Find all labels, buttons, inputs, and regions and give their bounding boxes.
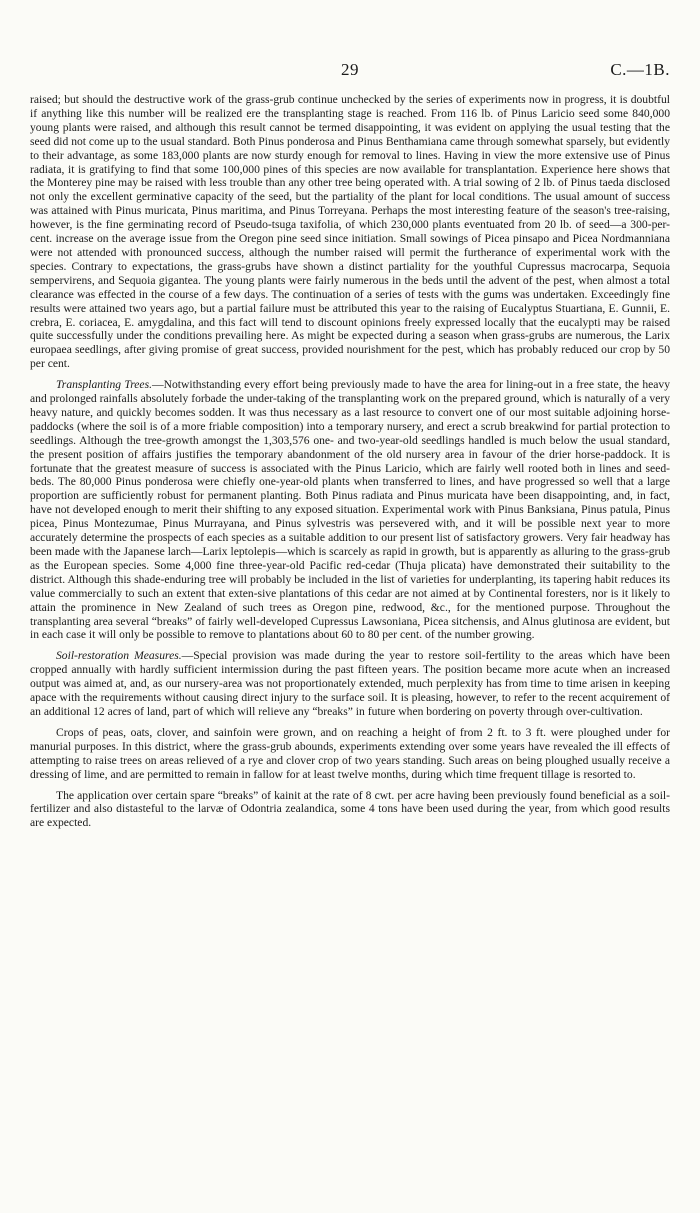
section-heading: Soil-restoration Measures. [56,649,182,663]
paragraph-text: —Notwithstanding every effort being previously made to have the area for lining-out in a free state, the heavy and prolonged rainfalls absolutely forbade the under-taking of the transplanting work on the prepared ground, which is naturally of a very heavy nature, and quickly becomes sodden. It was thus necessary as a last resource to convert one of our most suitable adjoining horse-paddocks (where the soil is of a more friable composition) into a temporary nursery, and erect a scrub breakwind for partial protection to seedlings. Although the tree-growth amongst the 1,303,576 one- and two-year-old seedlings handled is much below the usual standard, the present position of affairs justifies the temporary abandonment of the old nursery area in favour of the drier horse-paddock. It is fortunate that the greatest measure of success is associated with the Pinus Laricio, which are fairly well rooted both in lines and seed-beds. The 80,000 Pinus ponderosa were chiefly one-year-old plants when transferred to lines, and have progressed so well that a large proportion are sufficiently robust for permanent planting. Both Pinus radiata and Pinus muricata have been disappointing, and, in fact, have not developed enough to merit their shifting to any exposed situation. Experimental work with Pinus Banksiana, Pinus patula, Pinus picea, Pinus Montezumae, Pinus Murrayana, and Pinus sylvestris was persevered with, and it will be possible next year to more accurately determine the prospects of each species as a suitable addition to our present list of satisfactory growers. Very fair headway has been made with the Japanese larch—Larix leptolepis—which is scarcely as rapid in growth, but is apparently as alluring to the grass-grub as the European species. Some 4,000 fine three-year-old Pacific red-cedar (Thuja plicata) have demonstrated their suitability to the district. Although this shade-enduring tree will probably be included in the list of varieties for underplanting, its tapering habit reduces its value commercially to such an extent that exten-sive plantations of this cedar are not aimed at by Continental foresters, nor is it likely to attain the prominence in New Zealand of such trees as Oregon pine, redwood, &c., for the mentioned purpose. Throughout the transplanting area several “breaks” of fairly well-developed Cupressus Lawsoniana, Picea sitchensis, and Alnus glutinosa are evident, but in each case it will only be possible to remove to plantations about 60 to 80 per cent. of the number growing. [30,378,670,642]
paragraph-text: The application over certain spare “breaks” of kainit at the rate of 8 cwt. per acre having been previously found beneficial as a soil-fertilizer and also distasteful to the larvæ of Odontria zealandica, some 4 tons have been used during the year, from which good results are expected. [30,788,670,830]
paragraph-text: —Special provision was made during the year to restore soil-fertility to the areas which have been cropped annually with hardly sufficient intermission during the past fifteen years. The position became more acute when an increased output was aimed at, and, as our nursery-area was not proportionately extended, much perplexity has from time to time arisen in keeping apace with the requirements without causing direct injury to the surface soil. It is pleasing, however, to refer to the recent acquirement of an additional 12 acres of land, part of which will relieve any “breaks” in future when bordering on poverty through over-cultivation. [30,649,670,718]
body-text [30,93,670,830]
paragraph-text: raised; but should the destructive work of the grass-grub continue unchecked by the series of experiments now in progress, it is doubtful if anything like this number will be realized ere the transplanting stage is reached. From 116 lb. of Pinus Laricio seed some 840,000 young plants were raised, and although this result cannot be termed disappointing, it was evident on applying the usual testing that the seed did not come up to the usual standard. Both Pinus ponderosa and Pinus Benthamiana came through somewhat sparsely, but evidently to their advantage, as some 183,000 plants are now sturdy enough for removal to lines. Having in view the more extensive use of Pinus radiata, it is gratifying to find that some 100,000 pines of this species are now available for transplantation. Experience here shows that the Monterey pine may be raised with less trouble than any other tree being operated with. A trial sowing of 2 lb. of Pinus taeda disclosed not only the excellent germinative capacity of the seed, but the partiality of the plant for local conditions. The usual amount of success was attained with Pinus muricata, Pinus maritima, and Pinus Torreyana. Perhaps the most interesting feature of the season's tree-raising, however, is the fine germinating record of Pseudo-tsuga taxifolia, of which 230,000 plants eventuated from 20 lb. of seed—a 300-per-cent. increase on the average issue from the Oregon pine seed since initiation. Small sowings of Picea pinsapo and Picea Nordmanniana were not attended with pronounced success, although the number raised will permit the furtherance of experimental work with the species. Contrary to expectations, the grass-grubs have shown a distinct partiality for the youthful Cupressus macrocarpa, Sequoia sempervirens, and Sequoia gigantea. The young plants were fairly numerous in the beds until the advent of the pest, when almost a total clearance was effected in the course of a few days. The continuation of a series of tests with the gums was undertaken. Exceedingly fine results were attained two years ago, but a partial failure must be attributed this year to the raising of Eucalyptus Stuartiana, E. Gunnii, E. crebra, E. coriacea, E. amygdalina, and this fact will tend to discount opinions freely expressed locally that the eucalypti may be raised quite successfully under the conditions prevailing here. As might be expected during a season when grass-grubs are numerous, the Larix europaea seedlings, after giving promise of great success, provided nourishment for the pest, which has probably reduced our crop by 50 per cent. [30,93,671,371]
section-heading: Transplanting Trees. [56,378,152,392]
paragraph-text: Crops of peas, oats, clover, and sainfoin were grown, and on reaching a height of from 2 ft. to 3 ft. were ploughed under for manurial purposes. In this district, where the grass-grub abounds, experiments extending over some years have revealed the ill effects of attempting to raise trees on areas relieved of a rye and clover crop of two years standing. Such areas on being ploughed usually receive a dressing of lime, and are permitted to remain in fallow for at least twelve months, during which time frequent tillage is resorted to. [30,725,670,781]
paragraph-crops [30,726,670,782]
page-number: 29 [341,60,359,79]
paragraph-seed-raising [30,93,670,371]
document-reference: C.—1B. [610,60,670,79]
paragraph-soil-restoration [30,649,670,719]
paragraph-transplanting-trees [30,378,670,642]
paragraph-kainit [30,789,670,831]
